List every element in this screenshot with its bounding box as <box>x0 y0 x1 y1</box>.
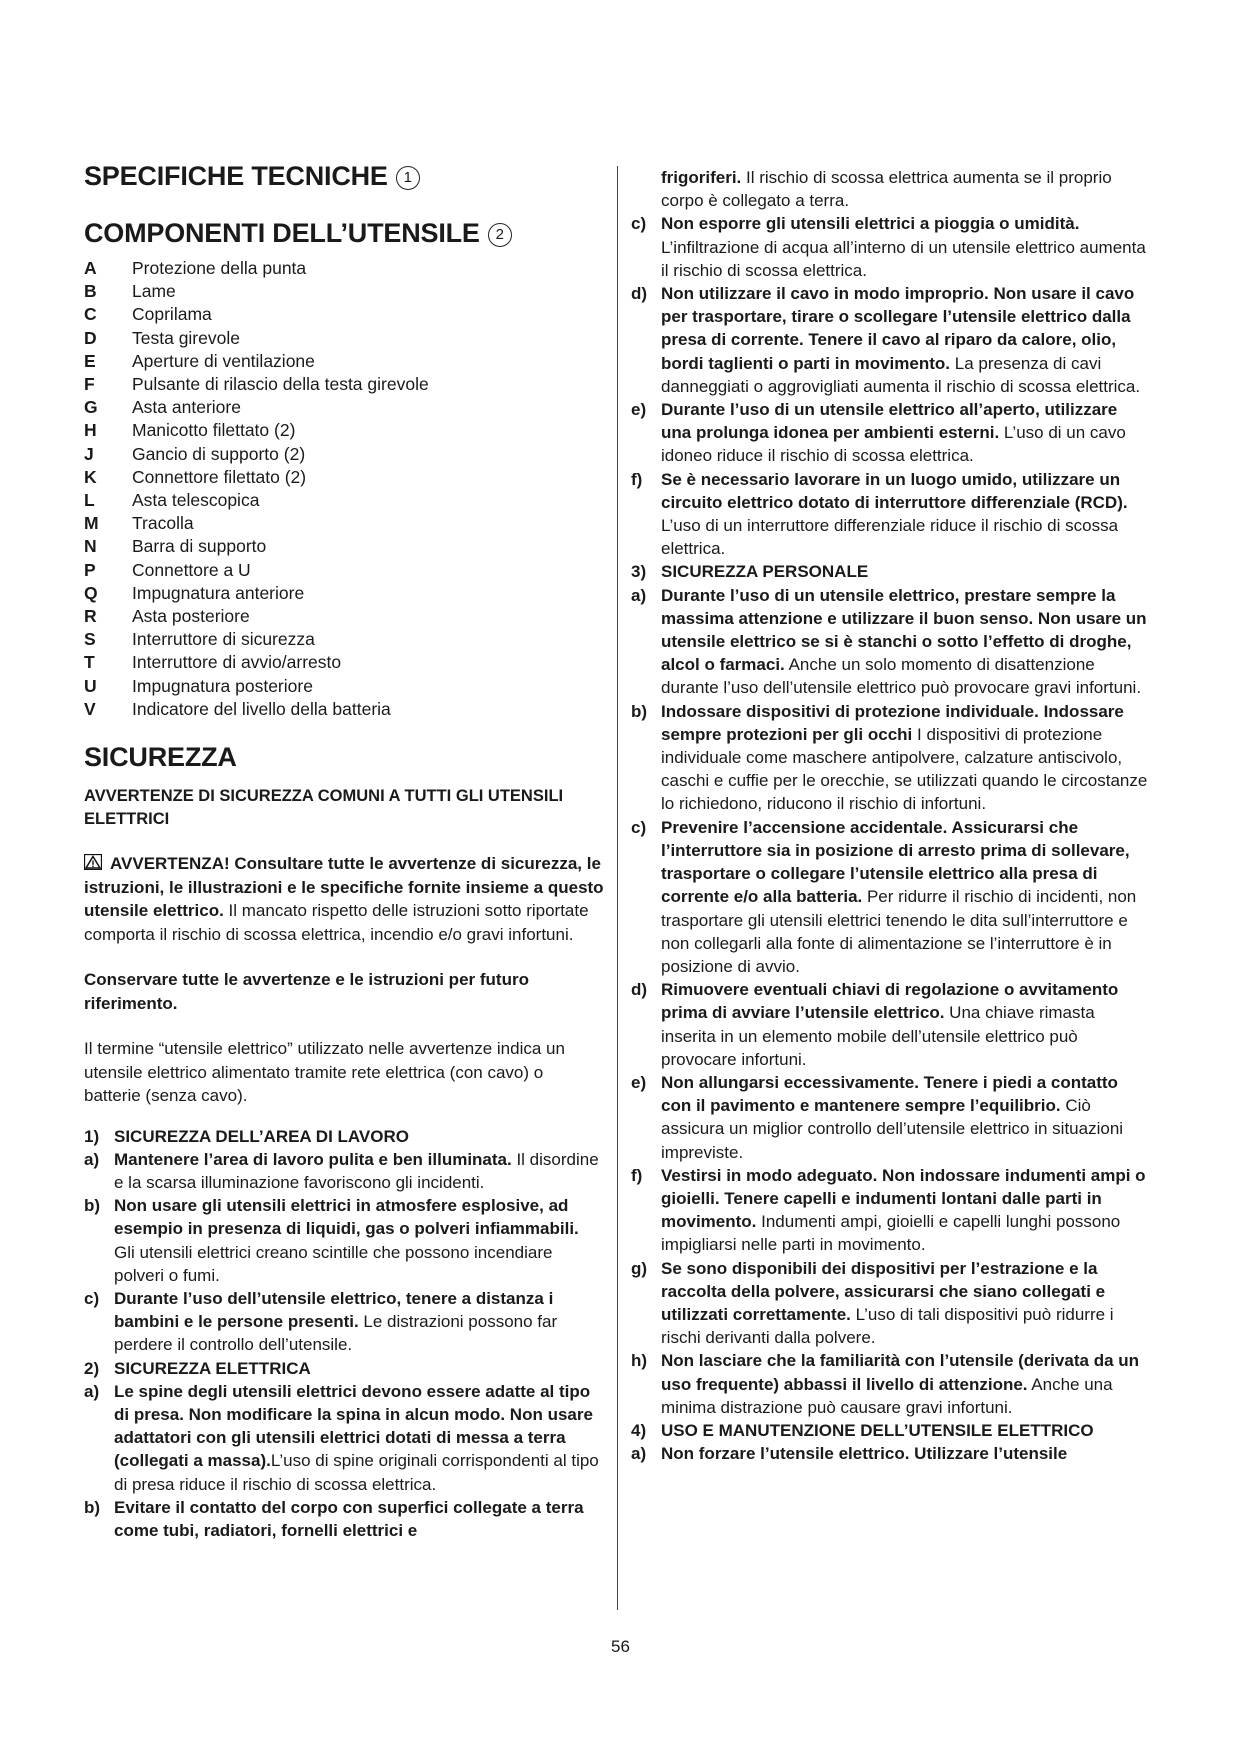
component-item <box>84 512 604 535</box>
component-letter: M <box>84 513 99 534</box>
item-label: a) <box>84 1381 100 1401</box>
safety-item <box>84 1148 604 1194</box>
item-label: 4) <box>631 1420 647 1440</box>
component-label: Indicatore del livello della batteria <box>132 698 391 719</box>
component-item <box>84 443 604 466</box>
component-label: Coprilama <box>132 304 212 325</box>
specs-figure-ref: 1 <box>396 166 420 190</box>
safety-item <box>631 816 1151 978</box>
item-label: f) <box>631 469 643 489</box>
item-text: Non lasciare che la familiarità con l’utensile (derivata da un uso frequente) abbassi il livello di attenzione. Anche una minima distrazione può causare gravi infortuni. <box>661 1351 1140 1417</box>
component-item <box>84 582 604 605</box>
component-letter: V <box>84 698 96 719</box>
component-item <box>84 257 604 280</box>
component-item <box>84 466 604 489</box>
safety-item <box>631 584 1151 700</box>
components-list <box>84 257 604 721</box>
safety-item <box>84 1287 604 1357</box>
item-text: Durante l’uso di un utensile elettrico all’aperto, utilizzare una prolunga idonea per ambienti esterni. L’uso di un cavo idoneo riduce il rischio di scossa elettrica. <box>661 400 1126 466</box>
component-item <box>84 559 604 582</box>
safety-item <box>631 166 1151 212</box>
safety-item <box>631 468 1151 561</box>
component-letter: Q <box>84 582 98 603</box>
component-letter: A <box>84 258 97 278</box>
item-text: SICUREZZA DELL’AREA DI LAVORO <box>114 1126 409 1146</box>
safety-subtitle: AVVERTENZE DI SICUREZZA COMUNI A TUTTI GLI UTENSILI ELETTRICI <box>84 787 564 829</box>
term-definition: Il termine “utensile elettrico” utilizzato nelle avvertenze indica un utensile elettrico alimentato tramite rete elettrica (con cavo) o batterie (senza cavo). <box>84 1039 565 1106</box>
item-label <box>631 166 661 212</box>
safety-item <box>84 1380 604 1496</box>
component-letter: L <box>84 490 95 511</box>
item-text: Le spine degli utensili elettrici devono essere adatte al tipo di presa. Non modificare la spina in alcun modo. Non usare adattatori con gli utensili elettrici dotati di messa a terra (collegati a massa).L’uso di spine originali corrispondenti al tipo di presa riduce il rischio di scossa elettrica. <box>114 1381 599 1494</box>
component-label: Connettore filettato (2) <box>132 466 307 487</box>
component-label: Manicotto filettato (2) <box>132 420 296 441</box>
component-label: Asta posteriore <box>132 606 250 627</box>
component-label: Impugnatura posteriore <box>132 675 313 696</box>
item-label: b) <box>84 1196 101 1216</box>
component-letter: J <box>84 443 94 464</box>
component-item <box>84 605 604 628</box>
item-text: Non usare gli utensili elettrici in atmosfere esplosive, ad esempio in presenza di liquidi, gas o polveri infiammabili. Gli utensili elettrici creano scintille che possono incendiare polveri o fumi. <box>114 1196 579 1285</box>
item-label: 1) <box>84 1126 100 1146</box>
item-label: 3) <box>631 562 647 582</box>
component-letter: S <box>84 629 96 650</box>
page-number: 56 <box>611 1637 630 1656</box>
component-label: Gancio di supporto (2) <box>132 443 306 464</box>
item-text: Prevenire l’accensione accidentale. Assicurarsi che l’interruttore sia in posizione di arresto prima di sollevare, trasportare o collegare l’utensile elettrico alla presa di corrente e/o alla batteria. Per ridurre il rischio di incidenti, non trasportare gli utensili elettrici tenendo le dita sull’interruttore e non collegarli alla fonte di alimentazione se l’interruttore è in posizione di avvio. <box>661 817 1137 976</box>
item-text: Non esporre gli utensili elettrici a pioggia o umidità. L’infiltrazione di acqua all’interno di un utensile elettrico aumenta il rischio di scossa elettrica. <box>661 214 1146 280</box>
item-text: Evitare il contatto del corpo con superfici collegate a terra come tubi, radiatori, fornelli elettrici e <box>114 1497 584 1541</box>
safety-item <box>631 212 1151 282</box>
item-label: e) <box>631 1072 647 1092</box>
component-letter: E <box>84 350 96 371</box>
component-item <box>84 280 604 303</box>
safety-item <box>631 1164 1151 1257</box>
component-letter: U <box>84 675 97 696</box>
item-text: Durante l’uso dell’utensile elettrico, tenere a distanza i bambini e le persone presenti. Le distrazioni possono far perdere il controllo dell’utensile. <box>114 1288 558 1355</box>
column-divider <box>617 166 618 1610</box>
safety-item <box>631 282 1151 398</box>
safety-heading: SICUREZZA <box>84 742 237 773</box>
item-text: Rimuovere eventuali chiavi di regolazione o avvitamento prima di avviare l’utensile elettrico. Una chiave rimasta inserita in un elemento mobile dell’utensile elettrico può provocare infortuni. <box>661 980 1119 1069</box>
warning-icon <box>84 854 102 870</box>
component-item <box>84 651 604 674</box>
component-label: Protezione della punta <box>132 258 307 278</box>
component-letter: H <box>84 420 97 441</box>
safety-item <box>631 1442 1151 1465</box>
item-text: Indossare dispositivi di protezione individuale. Indossare sempre protezioni per gli occhi I dispositivi di protezione individuale come maschere antipolvere, calzature antiscivolo, caschi e cuffie per le orecchie, se utilizzati quando le circostanze lo richiedono, riducono il rischio di infortuni. <box>661 701 1148 814</box>
item-label: a) <box>84 1149 100 1169</box>
section-heading <box>84 1357 604 1380</box>
keep-instructions: Conservare tutte le avvertenze e le istruzioni per futuro riferimento. <box>84 970 529 1013</box>
item-label: 2) <box>84 1358 100 1378</box>
components-figure-ref: 2 <box>488 223 512 247</box>
component-item <box>84 396 604 419</box>
left-column <box>84 160 604 1542</box>
item-text: Se è necessario lavorare in un luogo umido, utilizzare un circuito elettrico dotato di interruttore differenziale (RCD). L’uso di un interruttore differenziale riduce il rischio di scossa elettrica. <box>661 469 1128 559</box>
item-label: b) <box>84 1497 101 1517</box>
specs-heading: SPECIFICHE TECNICHE 1 <box>84 160 604 192</box>
component-item <box>84 489 604 512</box>
component-label: Aperture di ventilazione <box>132 350 315 371</box>
safety-item <box>631 1349 1151 1419</box>
item-text: Vestirsi in modo adeguato. Non indossare indumenti ampi o gioielli. Tenere capelli e indumenti lontani dalle parti in movimento. Indumenti ampi, gioielli e capelli lunghi possono impigliarsi nelle parti in movimento. <box>661 1165 1146 1255</box>
safety-item <box>631 1257 1151 1350</box>
item-label: a) <box>631 585 647 605</box>
item-label: g) <box>631 1258 648 1278</box>
item-text: Se sono disponibili dei dispositivi per l’estrazione e la raccolta della polvere, assicurarsi che siano collegati e utilizzati correttamente. L’uso di tali dispositivi può ridurre i rischi derivanti dalla polvere. <box>661 1258 1114 1348</box>
item-label: d) <box>631 284 648 304</box>
safety-item <box>631 700 1151 816</box>
item-label: d) <box>631 980 648 1000</box>
left-safety-list <box>84 1125 604 1543</box>
components-heading: COMPONENTI DELL’UTENSILE 2 <box>84 217 604 249</box>
item-label: c) <box>631 817 647 837</box>
component-item <box>84 628 604 651</box>
item-text: SICUREZZA ELETTRICA <box>114 1358 311 1378</box>
component-label: Interruttore di sicurezza <box>132 629 315 650</box>
component-label: Barra di supporto <box>132 536 267 557</box>
component-letter: R <box>84 606 97 627</box>
component-letter: C <box>84 304 97 325</box>
component-label: Impugnatura anteriore <box>132 582 305 603</box>
component-label: Interruttore di avvio/arresto <box>132 652 342 673</box>
component-item <box>84 303 604 326</box>
item-label: e) <box>631 400 647 420</box>
item-text: Non utilizzare il cavo in modo improprio. Non usare il cavo per trasportare, tirare o scollegare l’utensile elettrico dalla presa di corrente. Tenere il cavo al riparo da calore, olio, bordi taglienti o parti in movimento. La presenza di cavi danneggiati o aggrovigliati aumenta il rischio di scossa elettrica. <box>661 284 1141 396</box>
component-letter: K <box>84 466 97 487</box>
component-item <box>84 698 604 721</box>
item-label: b) <box>631 701 648 721</box>
component-letter: B <box>84 281 97 302</box>
item-text: Durante l’uso di un utensile elettrico, prestare sempre la massima attenzione e utilizzare il buon senso. Non usare un utensile elettrico se si è stanchi o sotto l’effetto di droghe, alcol o farmaci. Anche un solo momento di disattenzione durante l’uso dell’utensile elettrico può provocare gravi infortuni. <box>661 585 1147 698</box>
item-text: Non allungarsi eccessivamente. Tenere i piedi a contatto con il pavimento e mantenere sempre l’equilibrio. Ciò assicura un miglior controllo dell’utensile elettrico in situazioni impreviste. <box>661 1072 1124 1162</box>
section-heading <box>631 560 1151 583</box>
component-item <box>84 419 604 442</box>
safety-item <box>84 1496 604 1542</box>
item-label: c) <box>84 1288 100 1308</box>
safety-item <box>631 398 1151 468</box>
warning-paragraph: AVVERTENZA! Consultare tutte le avvertenze di sicurezza, le istruzioni, le illustrazioni e le specifiche fornite insieme a questo utensile elettrico. Il mancato rispetto delle istruzioni sotto riportate comporta il rischio di scossa elettrica, incendio e/o gravi infortuni. <box>84 854 604 944</box>
component-item <box>84 327 604 350</box>
item-text: frigoriferi. Il rischio di scossa elettrica aumenta se il proprio corpo è collegato a terra. <box>661 168 1112 211</box>
item-label: a) <box>631 1444 647 1464</box>
safety-item <box>84 1194 604 1287</box>
component-item <box>84 675 604 698</box>
component-letter: P <box>84 559 96 580</box>
component-label: Asta telescopica <box>132 490 260 511</box>
component-label: Connettore a U <box>132 559 251 580</box>
component-label: Pulsante di rilascio della testa girevole <box>132 374 429 395</box>
safety-item <box>631 1071 1151 1164</box>
component-label: Asta anteriore <box>132 397 241 418</box>
item-label: c) <box>631 214 647 234</box>
component-letter: T <box>84 652 95 673</box>
component-item <box>84 350 604 373</box>
item-text: Mantenere l’area di lavoro pulita e ben illuminata. Il disordine e la scarsa illuminazione favoriscono gli incidenti. <box>114 1149 599 1192</box>
component-label: Tracolla <box>132 513 194 534</box>
component-letter: G <box>84 397 98 418</box>
item-text: USO E MANUTENZIONE DELL’UTENSILE ELETTRICO <box>661 1420 1094 1440</box>
right-column <box>631 166 1151 1465</box>
right-safety-list <box>631 166 1151 1465</box>
component-item <box>84 535 604 558</box>
section-heading <box>631 1419 1151 1442</box>
component-letter: F <box>84 374 95 395</box>
component-letter: N <box>84 536 97 557</box>
component-item <box>84 373 604 396</box>
item-label: h) <box>631 1351 648 1371</box>
component-label: Testa girevole <box>132 327 240 348</box>
component-letter: D <box>84 327 97 348</box>
item-text: SICUREZZA PERSONALE <box>661 562 869 582</box>
item-label: f) <box>631 1165 643 1185</box>
component-label: Lame <box>132 281 176 302</box>
safety-item <box>631 978 1151 1071</box>
section-heading <box>84 1125 604 1148</box>
item-text: Non forzare l’utensile elettrico. Utilizzare l’utensile <box>661 1444 1068 1464</box>
